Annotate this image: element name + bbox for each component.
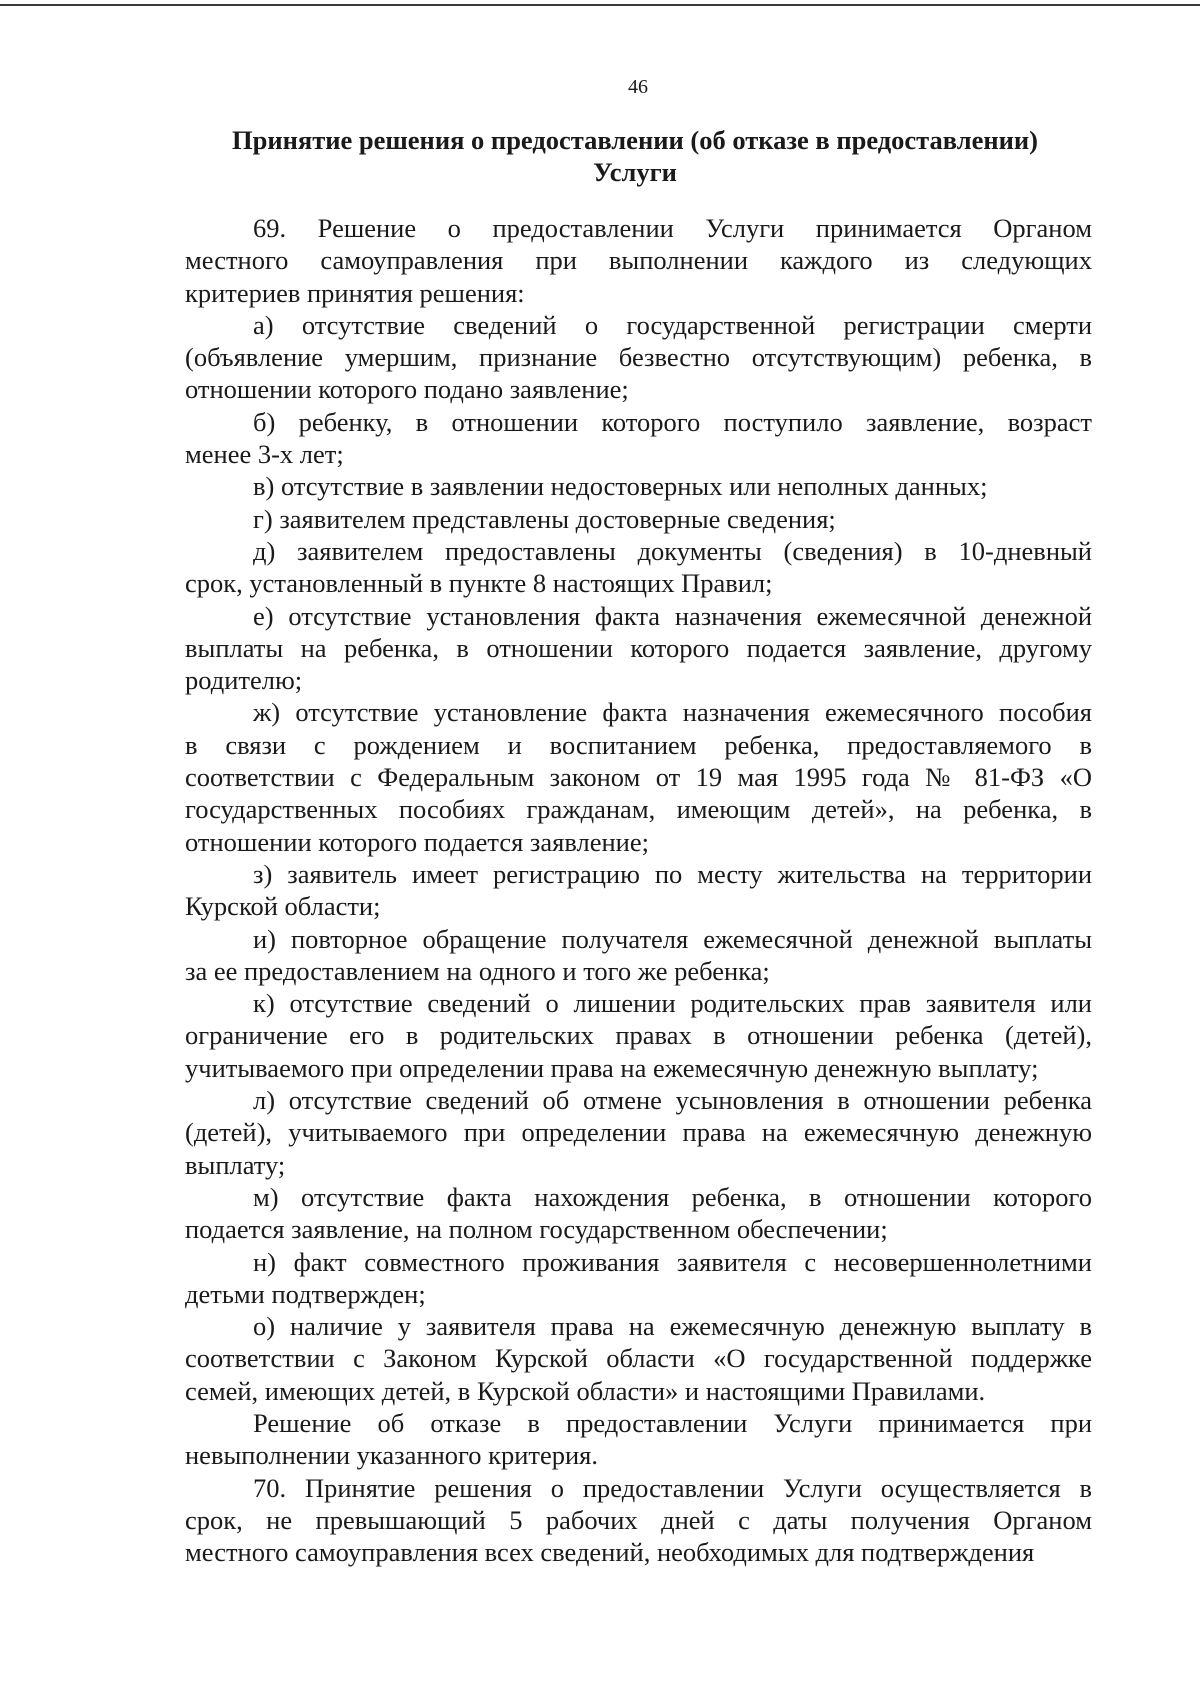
paragraph-pb — [185, 406, 1092, 471]
paragraph-line: невыполнении указанного критерия. — [185, 1440, 598, 1471]
paragraph-line: государственных пособиях гражданам, имеющим детей», на ребенка, в — [185, 794, 1092, 825]
paragraph-line: ж) отсутствие установление факта назначения ежемесячного пособия — [253, 697, 1092, 728]
paragraph-pa — [185, 309, 1092, 406]
paragraph-pl — [185, 1084, 1092, 1181]
paragraph-line: а) отсутствие сведений о государственной регистрации смерти — [253, 309, 1092, 340]
paragraph-line: в) отсутствие в заявлении недостоверных или неполных данных; — [253, 471, 988, 502]
section-title-line-1: Принятие решения о предоставлении (об отказе в предоставлении) — [232, 125, 1038, 155]
paragraph-line: местного самоуправления всех сведений, необходимых для подтверждения — [185, 1537, 1035, 1568]
paragraph-line: в связи с рождением и воспитанием ребенка, предоставляемого в — [185, 729, 1092, 760]
paragraph-line: выплату; — [185, 1149, 286, 1180]
paragraph-line: семей, имеющих детей, в Курской области» и настоящими Правилами. — [185, 1375, 986, 1406]
section-title-line-2: Услуги — [593, 157, 677, 187]
paragraph-line: е) отсутствие установления факта назначения ежемесячной денежной — [253, 600, 1092, 631]
paragraph-line: г) заявителем представлены достоверные сведения; — [253, 503, 836, 534]
paragraph-line: и) повторное обращение получателя ежемесячной денежной выплаты — [253, 923, 1092, 954]
paragraph-line: срок, не превышающий 5 рабочих дней с даты получения Органом — [185, 1504, 1092, 1535]
page-number: 46 — [628, 76, 648, 98]
paragraph-line: подается заявление, на полном государственном обеспечении; — [185, 1214, 888, 1245]
paragraph-pn — [185, 1246, 1092, 1311]
paragraph-line: о) наличие у заявителя права на ежемесячную денежную выплату в — [253, 1311, 1092, 1342]
top-border-line — [0, 4, 1200, 6]
paragraph-line: д) заявителем предоставлены документы (сведения) в 10-дневный — [253, 535, 1092, 566]
paragraph-line: л) отсутствие сведений об отмене усыновления в отношении ребенка — [253, 1085, 1092, 1116]
paragraph-line: учитываемого при определении права на ежемесячную денежную выплату; — [185, 1052, 1039, 1083]
paragraph-line: соответствии с Законом Курской области «О государственной поддержке — [185, 1343, 1092, 1374]
paragraph-line: отношении которого подается заявление; — [185, 826, 649, 857]
paragraph-pzh — [185, 696, 1092, 857]
paragraph-pk — [185, 987, 1092, 1084]
section-title — [170, 124, 1100, 188]
document-body — [185, 212, 1092, 1568]
paragraph-pz — [185, 858, 1092, 923]
paragraph-line: м) отсутствие факта нахождения ребенка, в отношении которого — [253, 1181, 1092, 1212]
paragraph-line: (детей), учитываемого при определении права на ежемесячную денежную — [185, 1117, 1092, 1148]
paragraph-line: 69. Решение о предоставлении Услуги принимается Органом — [253, 213, 1092, 243]
paragraph-po — [185, 1310, 1092, 1407]
paragraph-line: выплаты на ребенка, в отношении которого подается заявление, другому — [185, 632, 1092, 663]
paragraph-line: б) ребенку, в отношении которого поступило заявление, возраст — [253, 406, 1092, 437]
paragraph-line: за ее предоставлением на одного и того же ребенка; — [185, 955, 770, 986]
paragraph-pe — [185, 600, 1092, 697]
paragraph-line: менее 3-х лет; — [185, 439, 344, 470]
paragraph-pi — [185, 923, 1092, 988]
paragraph-line: (объявление умершим, признание безвестно отсутствующим) ребенка, в — [185, 342, 1092, 373]
paragraph-line: Курской области; — [185, 891, 381, 922]
paragraph-line: местного самоуправления при выполнении каждого из следующих — [185, 245, 1092, 276]
paragraph-line: срок, установленный в пункте 8 настоящих Правил; — [185, 568, 773, 599]
paragraph-line: отношении которого подано заявление; — [185, 374, 629, 405]
paragraph-line: критериев принятия решения: — [185, 277, 525, 308]
paragraph-line: соответствии с Федеральным законом от 19 мая 1995 года № 81-ФЗ «О — [185, 762, 1092, 793]
paragraph-line: 70. Принятие решения о предоставлении Услуги осуществляется в — [253, 1472, 1092, 1503]
paragraph-line: к) отсутствие сведений о лишении родительских прав заявителя или — [253, 988, 1092, 1019]
paragraph-line: ограничение его в родительских правах в отношении ребенка (детей), — [185, 1020, 1092, 1051]
paragraph-p70 — [185, 1472, 1092, 1569]
paragraph-prefusal — [185, 1407, 1092, 1472]
paragraph-p69 — [185, 212, 1092, 309]
paragraph-line: Решение об отказе в предоставлении Услуги принимается при — [253, 1407, 1092, 1438]
paragraph-line: н) факт совместного проживания заявителя с несовершеннолетними — [253, 1246, 1092, 1277]
paragraph-pm — [185, 1181, 1092, 1246]
paragraph-line: з) заявитель имеет регистрацию по месту жительства на территории — [253, 858, 1092, 889]
paragraph-pv — [185, 470, 1092, 502]
paragraph-line: детьми подтвержден; — [185, 1278, 426, 1309]
paragraph-pd — [185, 535, 1092, 600]
paragraph-pg — [185, 503, 1092, 535]
paragraph-line: родителю; — [185, 665, 303, 696]
